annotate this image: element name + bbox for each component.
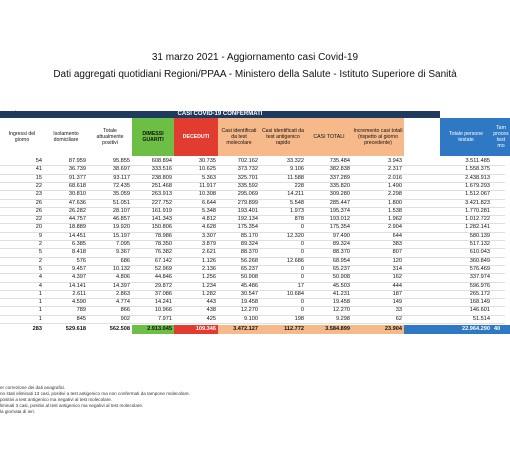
cell-isolamento: 14.141 xyxy=(68,282,86,289)
cell-totale-positivi: 95.855 xyxy=(112,158,130,164)
page-title: 31 marzo 2021 - Aggiornamento casi Covid-19 xyxy=(151,52,359,63)
row-divider xyxy=(0,323,505,324)
cell-totale-positivi: 15.197 xyxy=(112,232,130,239)
cell-casi-totali: 88.370 xyxy=(332,249,350,256)
cell-isolamento: 9.457 xyxy=(72,265,86,272)
cell-totale-positivi: 4.774 xyxy=(116,299,130,306)
cell-totale-positivi: 51.051 xyxy=(112,199,130,206)
cell-molecolare: 373.732 xyxy=(237,166,258,173)
cell-incremento: 62 xyxy=(395,315,402,322)
cell-casi-totali: 175.354 xyxy=(329,224,350,231)
cell-casi-totali: 19.458 xyxy=(332,299,350,306)
totals-row xyxy=(0,325,510,334)
cell-molecolare: 325.701 xyxy=(237,174,258,181)
table-row xyxy=(0,199,510,207)
table-row xyxy=(0,215,510,223)
cell-testate: 146.601 xyxy=(469,307,490,314)
table-row xyxy=(0,265,510,273)
cell-antigenico: 198 xyxy=(294,315,304,322)
cell-antigenico: 9.106 xyxy=(290,166,304,173)
table-row xyxy=(0,273,510,281)
cell-incremento: 149 xyxy=(392,299,402,306)
cell-ingressi: 22 xyxy=(35,216,42,223)
cell-ingressi: 1 xyxy=(38,290,42,297)
cell-incremento: 2.016 xyxy=(388,174,402,181)
cell-molecolare: 9.100 xyxy=(244,315,258,322)
cell-dimessi: 76.382 xyxy=(154,249,172,256)
cell-antigenico: 33.322 xyxy=(286,158,304,164)
cell-dimessi: 141.343 xyxy=(151,216,172,223)
cell-testate: 580.139 xyxy=(469,232,490,239)
cell-ingressi: 54 xyxy=(35,158,42,164)
table-header-band: CASI COVID-19 CONFERMATI xyxy=(0,111,440,118)
cell-molecolare: 30.547 xyxy=(240,290,258,297)
cell-casi-totali: 89.324 xyxy=(332,241,350,247)
cell-dimessi: 251.468 xyxy=(151,182,172,189)
cell-isolamento: 8.418 xyxy=(72,249,86,256)
cell-antigenico: 0 xyxy=(300,265,304,272)
cell-deceduti: 5.363 xyxy=(202,174,216,181)
cell-dimessi: 333.516 xyxy=(151,166,172,173)
cell-totale-positivi: 38.697 xyxy=(112,166,130,173)
cell-casi-totali: 41.231 xyxy=(332,290,350,297)
cell-isolamento: 18.889 xyxy=(68,224,86,231)
cell-dimessi: 608.894 xyxy=(151,158,172,164)
cell-deceduti: 10.308 xyxy=(198,191,216,198)
cell-casi-totali: 735.484 xyxy=(329,158,350,164)
cell-molecolare: 295.069 xyxy=(237,191,258,198)
table-row xyxy=(0,306,510,314)
cell-totale-positivi: 9.367 xyxy=(116,249,130,256)
cell-isolamento: 14.451 xyxy=(68,232,86,239)
cell-casi-totali: 45.503 xyxy=(332,282,350,289)
cell-incremento: 1.962 xyxy=(388,216,402,223)
cell-ingressi: 4 xyxy=(38,274,42,281)
footnote: er correzione dei dati anagrafici. xyxy=(0,385,66,390)
cell-deceduti: 1.256 xyxy=(202,274,216,281)
cell-dimessi: 14.241 xyxy=(154,299,172,306)
cell-deceduti: 2.136 xyxy=(202,265,216,272)
cell-totale-positivi: 93.117 xyxy=(113,174,130,181)
cell-deceduti: 30.735 xyxy=(198,158,216,164)
header-testate: Totale persone testate xyxy=(440,118,492,156)
cell-dimessi: 150.806 xyxy=(151,224,172,231)
cell-testate: 1.282.141 xyxy=(465,224,490,231)
cell-testate: 51.514 xyxy=(472,315,490,322)
total-cell: 562.508 xyxy=(88,325,132,334)
cell-molecolare: 56.268 xyxy=(240,257,258,264)
cell-deceduti: 5.348 xyxy=(202,207,216,214)
cell-totale-positivi: 10.132 xyxy=(112,265,130,272)
cell-deceduti: 3.307 xyxy=(202,232,216,239)
table-row xyxy=(0,248,510,256)
cell-ingressi: 1 xyxy=(38,307,42,314)
cell-molecolare: 12.270 xyxy=(240,307,258,314)
cell-deceduti: 4.812 xyxy=(202,216,216,223)
cell-casi-totali: 193.012 xyxy=(329,216,350,223)
cell-casi-totali: 50.908 xyxy=(332,274,350,281)
cell-isolamento: 91.377 xyxy=(68,174,86,181)
cell-totale-positivi: 2.863 xyxy=(116,290,130,297)
table-row xyxy=(0,190,510,198)
table-row xyxy=(0,182,510,190)
cell-incremento: 3.943 xyxy=(388,158,402,164)
cell-totale-positivi: 902 xyxy=(120,315,130,322)
total-cell: 22.964.290 xyxy=(404,325,492,334)
cell-molecolare: 335.592 xyxy=(237,182,258,189)
cell-isolamento: 2.611 xyxy=(72,290,86,297)
total-cell: 23.904 xyxy=(352,325,404,334)
cell-dimessi: 263.913 xyxy=(151,191,172,198)
cell-dimessi: 227.752 xyxy=(151,199,172,206)
header-casi-totali: CASI TOTALI xyxy=(306,118,352,156)
cell-deceduti: 11.917 xyxy=(199,182,216,189)
cell-isolamento: 26.282 xyxy=(68,207,86,214)
cell-casi-totali: 195.374 xyxy=(329,207,350,214)
cell-incremento: 120 xyxy=(392,257,402,264)
cell-incremento: 1.538 xyxy=(388,207,402,214)
table-row xyxy=(0,290,510,298)
cell-totale-positivi: 7.095 xyxy=(116,241,130,247)
cell-casi-totali: 335.820 xyxy=(329,182,350,189)
cell-casi-totali: 97.490 xyxy=(332,232,350,239)
cell-molecolare: 175.354 xyxy=(237,224,258,231)
cell-dimessi: 78.986 xyxy=(154,232,172,239)
total-cell: 112.772 xyxy=(260,325,306,334)
cell-dimessi: 161.919 xyxy=(151,207,172,214)
cell-dimessi: 7.971 xyxy=(158,315,172,322)
cell-incremento: 807 xyxy=(392,249,402,256)
table-row xyxy=(0,240,510,248)
cell-incremento: 2.317 xyxy=(388,166,402,173)
header-deceduti: DECEDUTI xyxy=(174,118,218,156)
cell-incremento: 2.904 xyxy=(388,224,402,231)
header-antigenico: Casi identificati da test antigenico rapido xyxy=(260,118,306,156)
cell-dimessi: 37.086 xyxy=(154,290,172,297)
footnote: no stati eliminati 13 casi, positivi a test antigenico ma non confermati da tampone molecolare. xyxy=(0,391,190,396)
cell-antigenico: 0 xyxy=(300,249,304,256)
cell-testate: 360.849 xyxy=(469,257,490,264)
cell-deceduti: 438 xyxy=(206,307,216,314)
cell-totale-positivi: 72.435 xyxy=(112,182,130,189)
cell-casi-totali: 9.298 xyxy=(336,315,350,322)
cell-testate: 3.511.485 xyxy=(465,158,490,164)
cell-testate: 596.976 xyxy=(469,282,490,289)
footnote: la giornata di ieri. xyxy=(0,409,35,414)
footnote: positivi a test antigenico ma negativi al test molecolare. xyxy=(0,397,113,402)
cell-isolamento: 845 xyxy=(76,315,86,322)
cell-totale-positivi: 866 xyxy=(120,307,130,314)
cell-totale-positivi: 14.397 xyxy=(112,282,130,289)
cell-antigenico: 228 xyxy=(294,182,304,189)
cell-incremento: 644 xyxy=(392,232,402,239)
cell-antigenico: 0 xyxy=(300,307,304,314)
table-row xyxy=(0,157,510,165)
cell-totale-positivi: 4.806 xyxy=(116,274,130,281)
table-row xyxy=(0,282,510,290)
cell-molecolare: 88.370 xyxy=(240,249,258,256)
cell-testate: 517.132 xyxy=(469,241,490,247)
cell-molecolare: 85.170 xyxy=(240,232,258,239)
header-molecolare: Casi identificati da test molecolare xyxy=(218,118,260,156)
cell-testate: 1.679.293 xyxy=(465,182,490,189)
cell-casi-totali: 337.289 xyxy=(329,174,350,181)
cell-incremento: 314 xyxy=(392,265,402,272)
cell-antigenico: 1.973 xyxy=(290,207,304,214)
cell-ingressi: 9 xyxy=(38,232,42,239)
footnotes xyxy=(0,385,300,415)
cell-dimessi: 10.966 xyxy=(154,307,172,314)
cell-ingressi: 26 xyxy=(35,199,42,206)
cell-deceduti: 425 xyxy=(206,315,216,322)
total-cell: 283 xyxy=(0,325,44,334)
footnote: liminati 3 casi, positivi al test antigenico ma negativi al test molecolare. xyxy=(0,403,144,408)
cell-isolamento: 4.397 xyxy=(72,274,86,281)
cell-antigenico: 11.588 xyxy=(287,174,304,181)
cell-deceduti: 1.234 xyxy=(202,282,216,289)
cell-deceduti: 2.621 xyxy=(202,249,216,256)
cell-dimessi: 78.350 xyxy=(154,241,172,247)
cell-casi-totali: 382.838 xyxy=(329,166,350,173)
cell-molecolare: 192.134 xyxy=(237,216,258,223)
cell-deceduti: 6.644 xyxy=(202,199,216,206)
cell-antigenico: 0 xyxy=(300,241,304,247)
cell-antigenico: 0 xyxy=(300,299,304,306)
cell-totale-positivi: 28.107 xyxy=(112,207,130,214)
header-tamponi: Tam proces test mo xyxy=(492,118,510,156)
cell-molecolare: 19.458 xyxy=(240,299,258,306)
table-header-row xyxy=(0,118,510,156)
cell-isolamento: 87.959 xyxy=(68,158,86,164)
table-row xyxy=(0,232,510,240)
cell-molecolare: 45.486 xyxy=(240,282,258,289)
cell-incremento: 1.800 xyxy=(388,199,402,206)
cell-incremento: 187 xyxy=(392,290,402,297)
cell-testate: 576.469 xyxy=(469,265,490,272)
cell-isolamento: 44.757 xyxy=(68,216,86,223)
cell-casi-totali: 68.954 xyxy=(332,257,350,264)
cell-totale-positivi: 686 xyxy=(120,257,130,264)
cell-incremento: 1.490 xyxy=(388,182,402,189)
cell-ingressi: 5 xyxy=(38,265,42,272)
cell-ingressi: 22 xyxy=(35,182,42,189)
cell-isolamento: 68.618 xyxy=(68,182,86,189)
cell-casi-totali: 65.237 xyxy=(332,265,350,272)
total-cell: 2.913.045 xyxy=(132,325,174,334)
header-totale-positivi: Totale attualmente positivi xyxy=(96,128,124,146)
cell-molecolare: 89.324 xyxy=(240,241,258,247)
cell-testate: 610.043 xyxy=(469,249,490,256)
header-dimessi: DIMESSI GUARITI xyxy=(132,118,174,156)
cell-ingressi: 2 xyxy=(38,257,42,264)
table-row xyxy=(0,298,510,306)
cell-antigenico: 10.684 xyxy=(286,290,304,297)
cell-antigenico: 0 xyxy=(300,224,304,231)
cell-ingressi: 2 xyxy=(38,241,42,247)
cell-antigenico: 14.211 xyxy=(287,191,304,198)
cell-testate: 265.172 xyxy=(469,290,490,297)
cell-isolamento: 789 xyxy=(76,307,86,314)
cell-antigenico: 12.320 xyxy=(286,232,304,239)
total-cell: 40 xyxy=(492,325,510,334)
cell-totale-positivi: 46.857 xyxy=(112,216,130,223)
cell-ingressi: 4 xyxy=(38,282,42,289)
cell-ingressi: 23 xyxy=(35,191,42,198)
cell-testate: 3.421.823 xyxy=(465,199,490,206)
table-row xyxy=(0,257,510,265)
cell-testate: 1.770.281 xyxy=(465,207,490,214)
cell-dimessi: 52.969 xyxy=(154,265,172,272)
cell-totale-positivi: 19.920 xyxy=(112,224,130,231)
total-cell: 529.618 xyxy=(44,325,88,334)
cell-antigenico: 878 xyxy=(294,216,304,223)
header-ingressi: Ingressi del giorno xyxy=(8,131,36,143)
cell-casi-totali: 12.270 xyxy=(332,307,350,314)
cell-ingressi: 1 xyxy=(38,315,42,322)
cell-isolamento: 30.810 xyxy=(68,191,86,198)
table-row xyxy=(0,315,510,323)
cell-antigenico: 0 xyxy=(300,274,304,281)
cell-deceduti: 1.126 xyxy=(202,257,216,264)
cell-molecolare: 193.401 xyxy=(237,207,258,214)
cell-antigenico: 17 xyxy=(297,282,304,289)
cell-antigenico: 12.686 xyxy=(286,257,304,264)
table-row xyxy=(0,223,510,231)
cell-incremento: 444 xyxy=(392,282,402,289)
cell-testate: 1.558.375 xyxy=(465,166,490,173)
cell-ingressi: 5 xyxy=(38,249,42,256)
cell-ingressi: 41 xyxy=(35,166,42,173)
cell-deceduti: 443 xyxy=(206,299,216,306)
cell-molecolare: 279.899 xyxy=(237,199,258,206)
cell-deceduti: 1.282 xyxy=(202,290,216,297)
cell-dimessi: 67.142 xyxy=(154,257,172,264)
cell-incremento: 33 xyxy=(395,307,402,314)
total-cell: 3.584.899 xyxy=(306,325,352,334)
cell-deceduti: 3.879 xyxy=(202,241,216,247)
table-row xyxy=(0,207,510,215)
cell-molecolare: 65.237 xyxy=(240,265,258,272)
cell-testate: 168.149 xyxy=(469,299,490,306)
cell-testate: 1.512.067 xyxy=(465,191,490,198)
total-cell: 109.346 xyxy=(174,325,218,334)
cell-isolamento: 6.385 xyxy=(72,241,86,247)
cell-incremento: 162 xyxy=(392,274,402,281)
cell-dimessi: 29.872 xyxy=(154,282,172,289)
cell-ingressi: 15 xyxy=(35,174,42,181)
header-isolamento: Isolamento domiciliare xyxy=(53,131,79,143)
cell-molecolare: 702.162 xyxy=(237,158,258,164)
cell-dimessi: 238.809 xyxy=(151,174,172,181)
cell-ingressi: 20 xyxy=(35,224,42,231)
cell-isolamento: 47.636 xyxy=(68,199,86,206)
cell-testate: 337.974 xyxy=(469,274,490,281)
cell-casi-totali: 309.280 xyxy=(329,191,350,198)
cell-dimessi: 44.846 xyxy=(154,274,172,281)
header-incremento: Incremento casi totali (rispetto al giorno precedente) xyxy=(352,118,404,156)
cell-deceduti: 4.628 xyxy=(202,224,216,231)
total-cell: 3.472.127 xyxy=(218,325,260,334)
cell-deceduti: 10.625 xyxy=(198,166,216,173)
cell-ingressi: 1 xyxy=(38,299,42,306)
cell-incremento: 383 xyxy=(392,241,402,247)
cell-incremento: 2.298 xyxy=(388,191,402,198)
cell-ingressi: 26 xyxy=(35,207,42,214)
cell-isolamento: 36.739 xyxy=(68,166,86,173)
cell-testate: 1.012.722 xyxy=(465,216,490,223)
cell-isolamento: 576 xyxy=(76,257,86,264)
cell-molecolare: 50.908 xyxy=(240,274,258,281)
page-subtitle: Dati aggregati quotidiani Regioni/PPAA - Ministero della Salute - Istituto Superiore di Sanità xyxy=(53,69,457,80)
table-row xyxy=(0,174,510,182)
cell-isolamento: 4.590 xyxy=(72,299,86,306)
cell-testate: 2.438.913 xyxy=(465,174,490,181)
cell-antigenico: 5.548 xyxy=(290,199,304,206)
table-row xyxy=(0,165,510,173)
cell-totale-positivi: 35.059 xyxy=(112,191,130,198)
cell-casi-totali: 285.447 xyxy=(329,199,350,206)
